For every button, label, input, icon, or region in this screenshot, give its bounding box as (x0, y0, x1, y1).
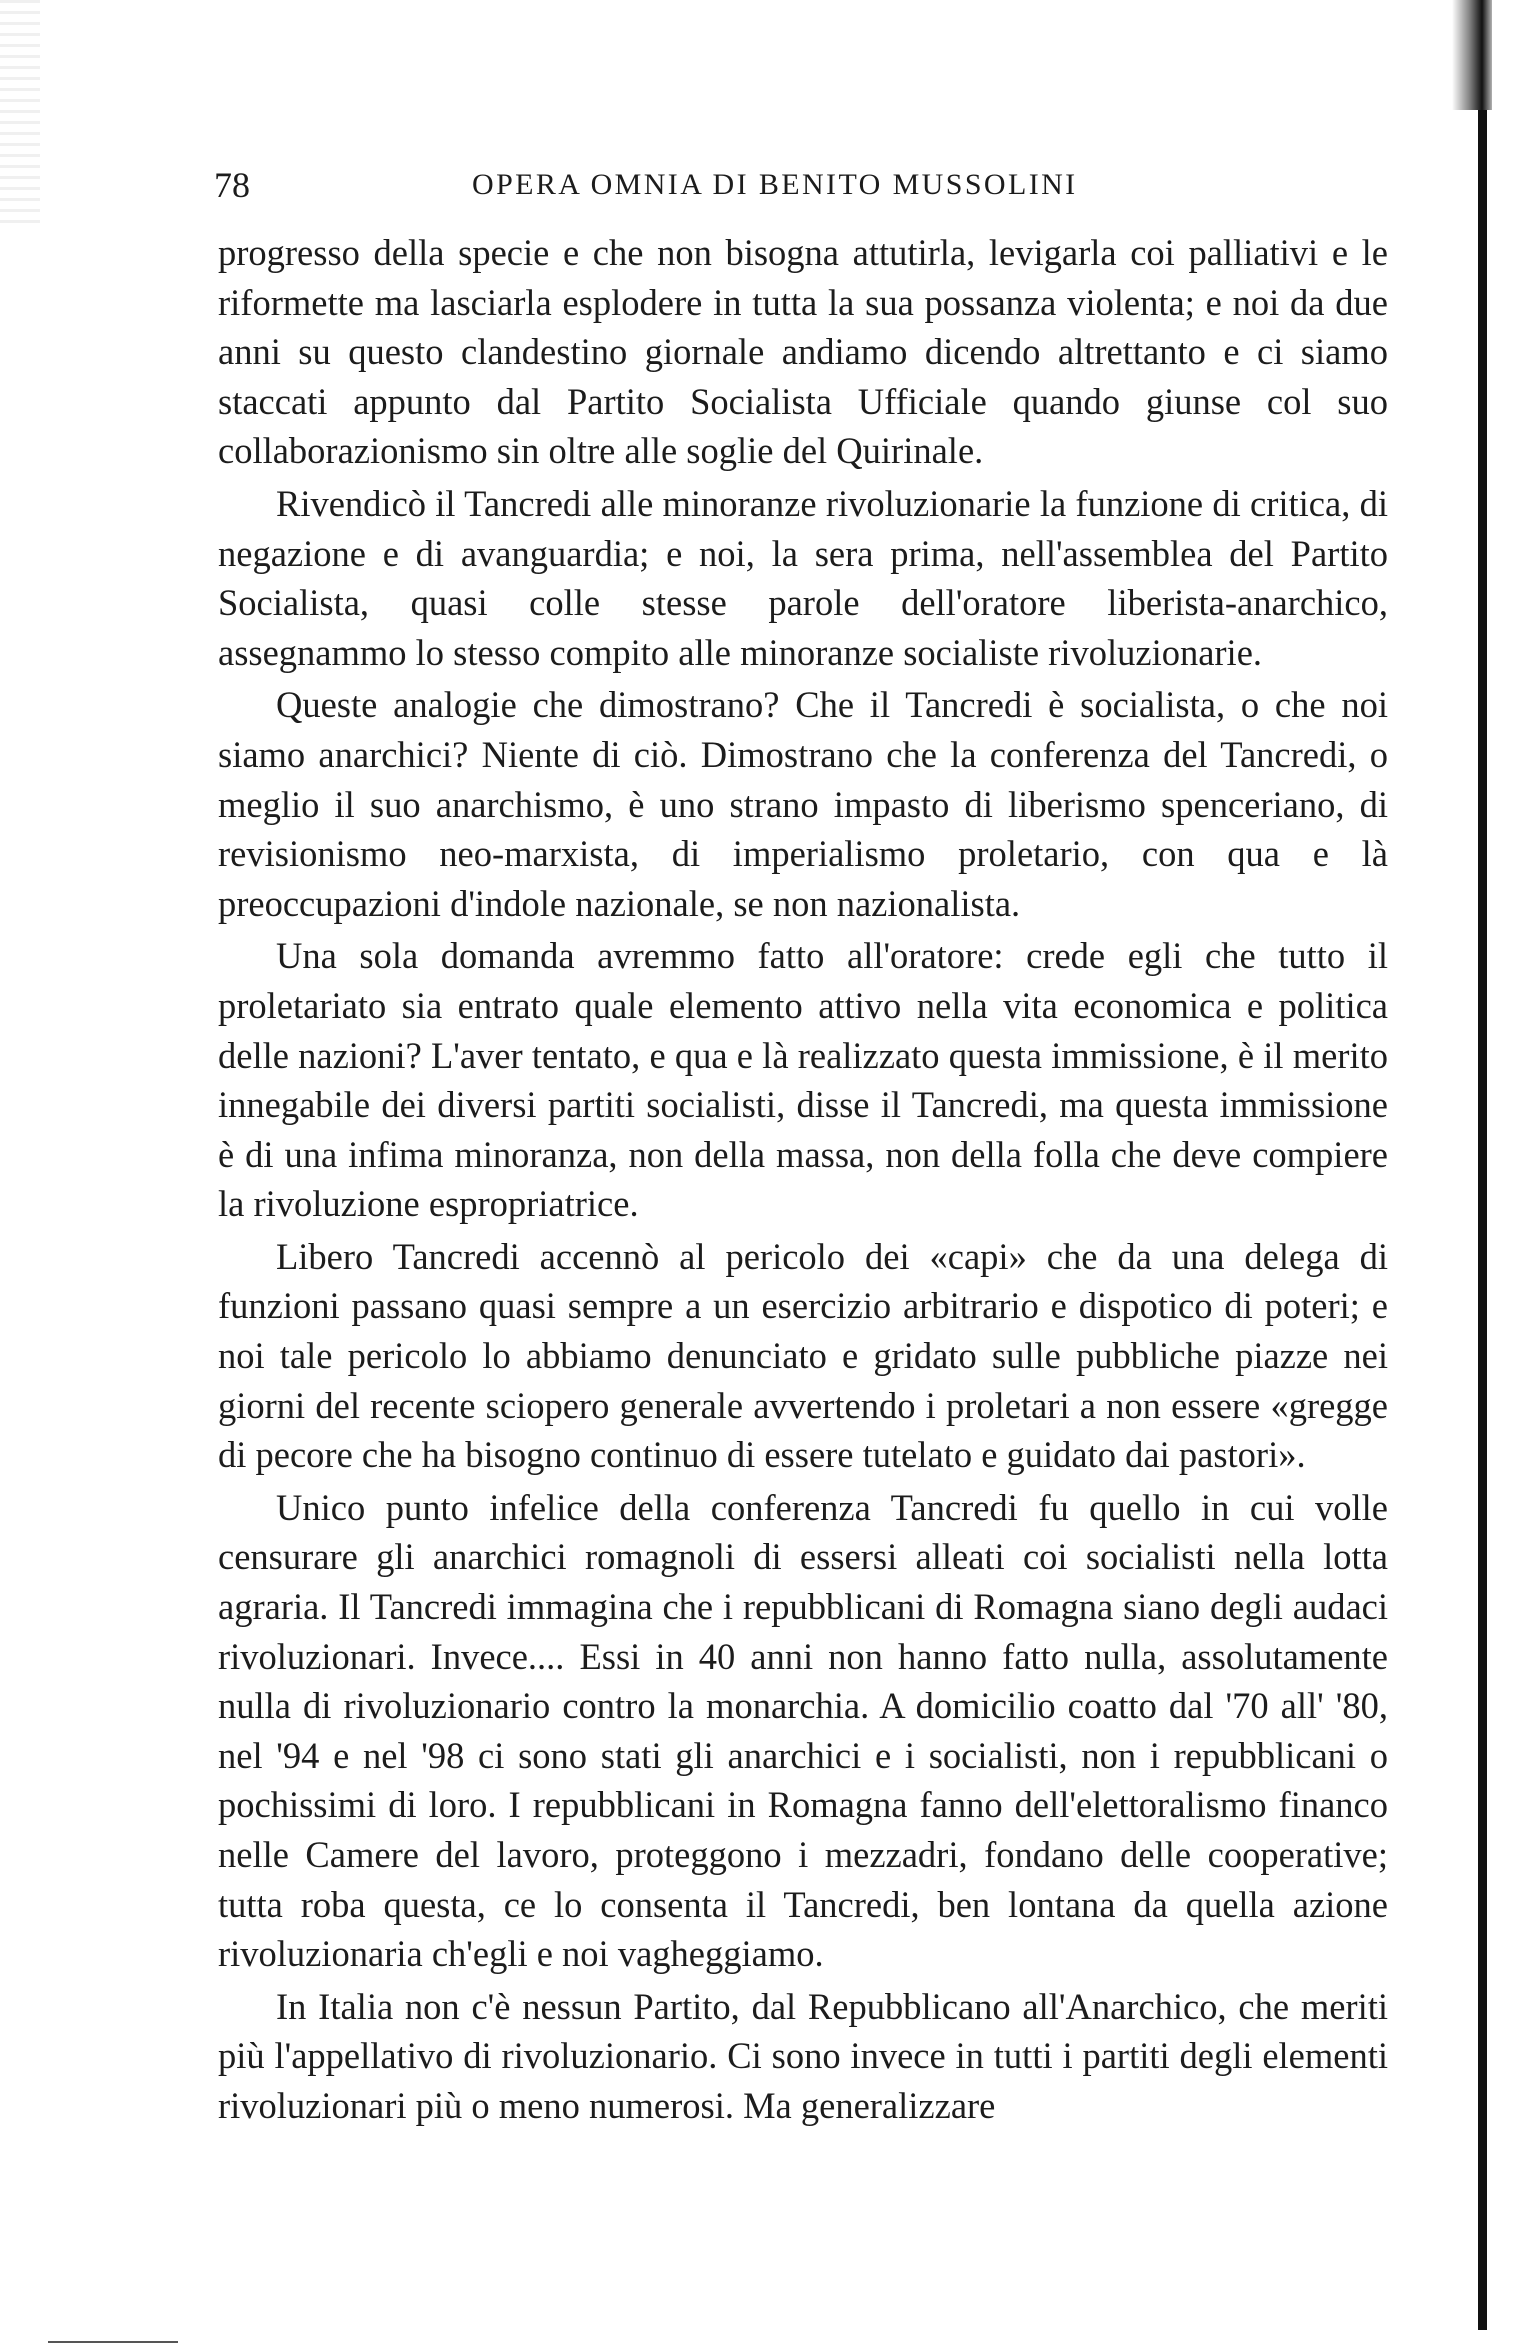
page-header (214, 160, 1388, 210)
paragraph-2: Rivendicò il Tancredi alle minoranze rivoluzionarie la funzione di critica, di negazione e di avanguardia; e noi, la sera prima, nell'assemblea del Partito Socialista, quasi colle stesse parole dell'oratore liberista-anarchico, assegnammo lo stesso compito alle minoranze socialiste rivoluzionarie. (218, 482, 1388, 673)
paragraph-6: Unico punto infelice della conferenza Tancredi fu quello in cui volle censurare gli anarchici romagnoli di essersi alleati coi socialisti nella lotta agraria. Il Tancredi immagina che i repubblicani di Romagna siano degli audaci rivoluzionari. Invece.... Essi in 40 anni non hanno fatto nulla, assolutamente nulla di rivoluzionario contro la monarchia. A domicilio coatto dal '70 all' '80, nel '94 e nel '98 ci sono stati gli anarchici e i socialisti, non i repubblicani o pochissimi di loro. I repubblicani in Romagna fanno dell'elettoralismo financo nelle Camere del lavoro, proteggono i mezzadri, fondano delle cooperative; tutta roba questa, ce lo consenta il Tancredi, ben lontana da quella azione rivoluzionaria ch'egli e noi vagheggiamo. (218, 1486, 1388, 1975)
scan-binding-edge (1478, 110, 1487, 2330)
paragraph-4: Una sola domanda avremmo fatto all'oratore: crede egli che tutto il proletariato sia entrato quale elemento attivo nella vita economica e politica delle nazioni? L'aver tentato, e qua e là realizzato questa immissione, è il merito innegabile dei diversi partiti socialisti, disse il Tancredi, ma questa immissione è di una infima minoranza, non della massa, non della folla che deve compiere la rivoluzione espropriatrice. (218, 935, 1388, 1225)
body-text (218, 228, 1388, 2131)
bottom-rule (48, 2341, 178, 2343)
paragraph-7: In Italia non c'è nessun Partito, dal Repubblicano all'Anarchico, che meriti più l'appellativo di rivoluzionario. Ci sono invece in tutti i partiti degli elementi rivoluzionari più o meno numerosi. Ma generalizzare (218, 1985, 1388, 2126)
scan-edge-noise (0, 0, 40, 230)
paragraph-1: progresso della specie e che non bisogna attutirla, levigarla coi palliativi e le riformette ma lasciarla esplodere in tutta la sua possanza violenta; e noi da due anni su questo clandestino giornale andiamo dicendo altrettanto e ci siamo staccati appunto dal Partito Socialista Ufficiale quando giunse col suo collaborazionismo sin oltre alle soglie del Quirinale. (218, 232, 1388, 472)
scan-binding-shadow (1452, 0, 1492, 110)
paragraph-5: Libero Tancredi accennò al pericolo dei «capi» che da una delega di funzioni passano quasi sempre a un esercizio arbitrario e dispotico di poteri; e noi tale pericolo lo abbiamo denunciato e gridato sulle pubbliche piazze nei giorni del recente sciopero generale avvertendo i proletari a non essere «gregge di pecore che ha bisogno continuo di essere tutelato e guidato dai pastori». (218, 1235, 1388, 1476)
page-number: 78 (214, 165, 250, 205)
running-head: OPERA OMNIA DI BENITO MUSSOLINI (472, 168, 1078, 201)
paragraph-3: Queste analogie che dimostrano? Che il Tancredi è socialista, o che noi siamo anarchici? Niente di ciò. Dimostrano che la conferenza del Tancredi, o meglio il suo anarchismo, è uno strano impasto di liberismo spenceriano, di revisionismo neo-marxista, di imperialismo proletario, con qua e là preoccupazioni d'indole nazionale, se non nazionalista. (218, 684, 1388, 924)
